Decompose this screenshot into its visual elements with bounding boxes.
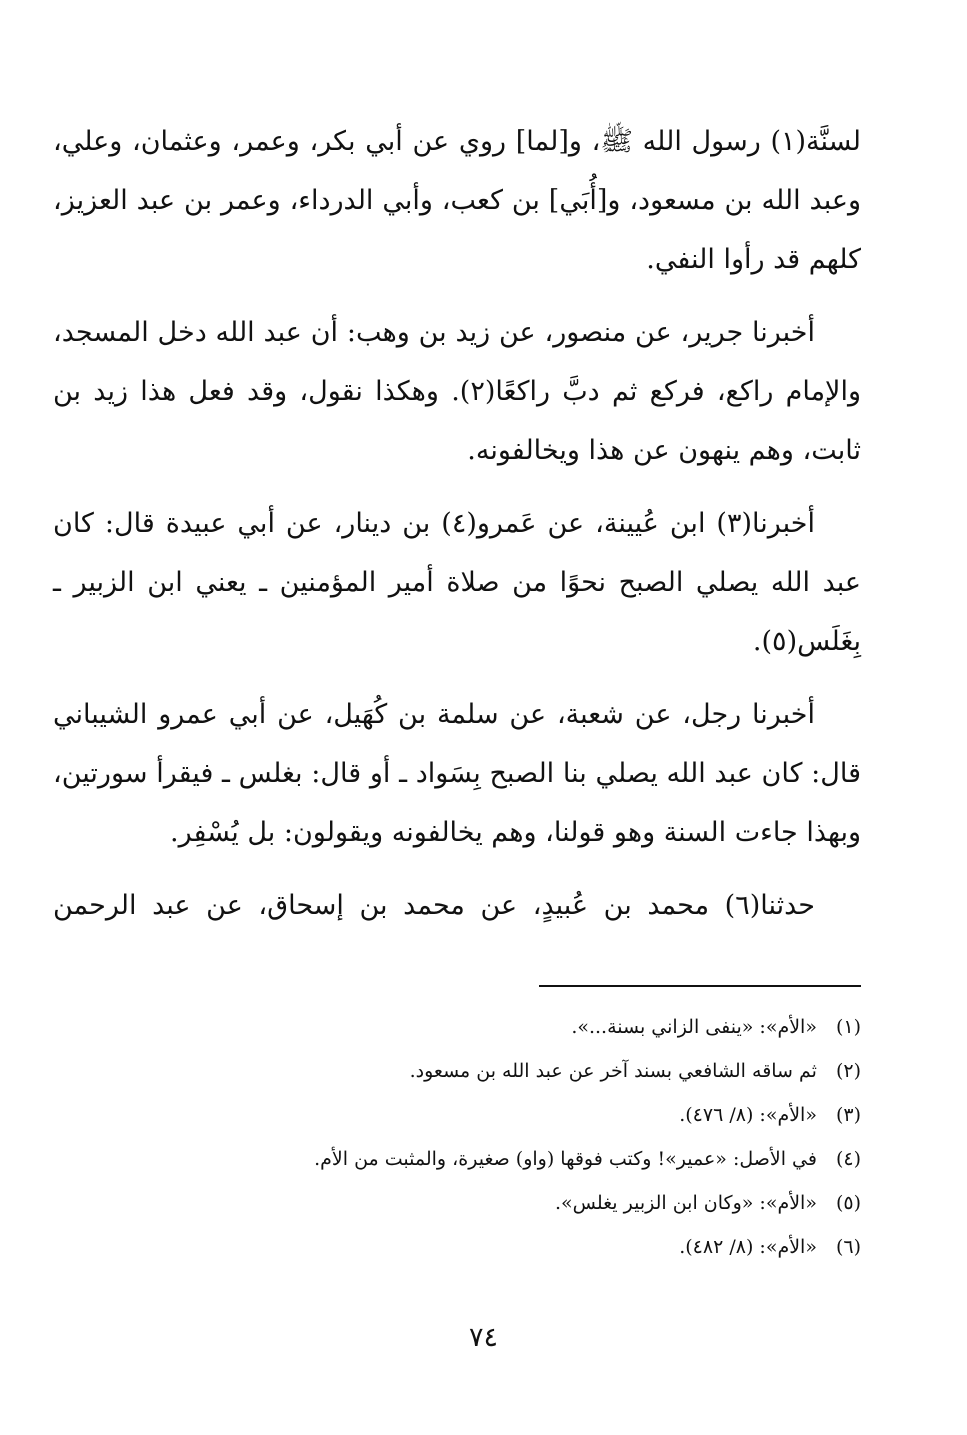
footnote-text: ثم ساقه الشافعي بسند آخر عن عبد الله بن مسعود. bbox=[409, 1060, 817, 1082]
footnote-divider bbox=[539, 985, 861, 987]
footnotes-list bbox=[53, 1005, 861, 1269]
footnote-number: (٣) bbox=[835, 1104, 861, 1126]
footnote-number: (٢) bbox=[835, 1060, 861, 1082]
footnote-1 bbox=[53, 1005, 861, 1049]
footnote-6 bbox=[53, 1225, 861, 1269]
footnote-number: (٥) bbox=[835, 1192, 861, 1214]
footnote-5 bbox=[53, 1181, 861, 1225]
main-text bbox=[53, 112, 861, 949]
footnote-2 bbox=[53, 1049, 861, 1093]
footnote-text: «الأم»: «وكان ابن الزبير يغلس». bbox=[554, 1192, 817, 1214]
paragraph-2: أخبرنا جرير، عن منصور، عن زيد بن وهب: أن عبد الله دخل المسجد، والإمام راكع، فركع ثم دبَّ راكعًا(٢). وهكذا نقول، وقد فعل هذا زيد بن ثابت، وهم ينهون عن هذا ويخالفونه. bbox=[53, 317, 862, 466]
footnote-4 bbox=[53, 1137, 861, 1181]
footnote-text: «الأم»: (٨/ ٤٧٦). bbox=[679, 1104, 817, 1126]
page-number: ٧٤ bbox=[468, 1322, 498, 1353]
paragraph-1: لسنَّة(١) رسول الله ﷺ، و[لما] روي عن أبي بكر، وعمر، وعثمان، وعلي، وعبد الله بن مسعود، و[أُبَي] بن كعب، وأبي الدرداء، وعمر بن عبد العزيز، كلهم قد رأوا النفي. bbox=[53, 126, 861, 275]
footnote-number: (٦) bbox=[835, 1236, 861, 1258]
paragraph-3: أخبرنا(٣) ابن عُيينة، عن عَمرو(٤) بن دينار، عن أبي عبيدة قال: كان عبد الله يصلي الصبح نحوًا من صلاة أمير المؤمنين ـ يعني ابن الزبير ـ بِغَلَس(٥). bbox=[53, 508, 861, 657]
footnote-text: «الأم»: «ينفى الزاني بسنة...». bbox=[571, 1016, 817, 1038]
footnote-number: (١) bbox=[835, 1016, 861, 1038]
footnote-3 bbox=[53, 1093, 861, 1137]
footnote-number: (٤) bbox=[835, 1148, 861, 1170]
footnote-text: في الأصل: «عمير»! وكتب فوقها (واو) صغيرة، والمثبت من الأم. bbox=[314, 1148, 817, 1170]
footnote-text: «الأم»: (٨/ ٤٨٢). bbox=[679, 1236, 817, 1258]
paragraph-4: أخبرنا رجل، عن شعبة، عن سلمة بن كُهَيل، عن أبي عمرو الشيباني قال: كان عبد الله يصلي بنا الصبح بِسَواد ـ أو قال: بغلس ـ فيقرأ سورتين، وبهذا جاءت السنة وهو قولنا، وهم يخالفونه ويقولون: بل يُسْفِر. bbox=[53, 699, 861, 848]
paragraph-5: حدثنا(٦) محمد بن عُبيدٍ، عن محمد بن إسحاق، عن عبد الرحمن bbox=[53, 890, 815, 921]
